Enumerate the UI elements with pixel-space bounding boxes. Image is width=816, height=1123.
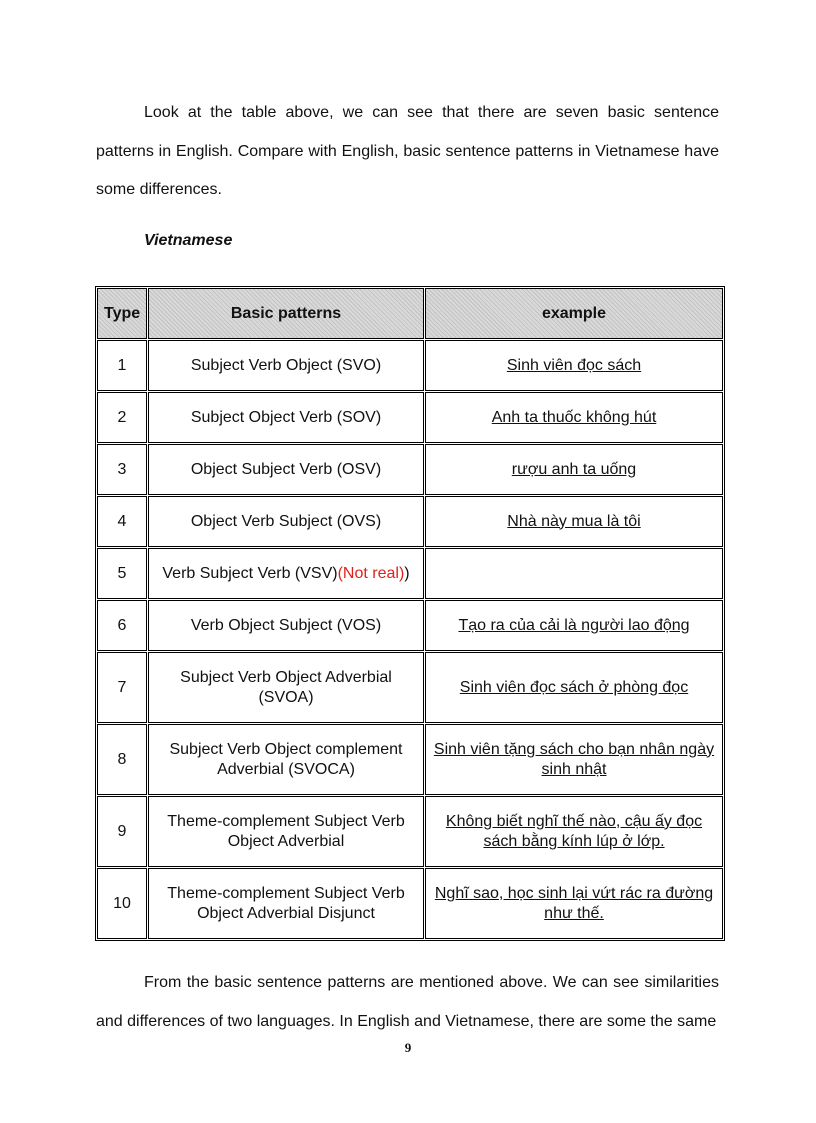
type-cell: 3 <box>97 444 147 495</box>
type-cell: 6 <box>97 600 147 651</box>
table-row <box>97 392 723 443</box>
pattern-cell: Subject Verb Object complement Adverbial (SVOCA) <box>148 724 424 795</box>
header-example: example <box>425 288 723 339</box>
type-cell: 7 <box>97 652 147 723</box>
table-row <box>97 652 723 723</box>
header-type: Type <box>97 288 147 339</box>
conclusion-paragraph: From the basic sentence patterns are mentioned above. We can see similarities and differences of two languages. In English and Vietnamese, there are some the same <box>96 974 719 1030</box>
type-cell: 4 <box>97 496 147 547</box>
page-number: 9 <box>404 1040 412 1055</box>
example-cell: rượu anh ta uống <box>425 444 723 495</box>
pattern-cell: Verb Object Subject (VOS) <box>148 600 424 651</box>
pattern-cell: Object Subject Verb (OSV) <box>148 444 424 495</box>
table-row <box>97 496 723 547</box>
table-row <box>97 600 723 651</box>
example-cell: Sinh viên đọc sách ở phòng đọc <box>425 652 723 723</box>
example-cell: Nhà này mua là tôi <box>425 496 723 547</box>
example-cell: Không biết nghĩ thế nào, cậu ấy đọc sách bằng kính lúp ở lớp. <box>425 796 723 867</box>
header-basic-patterns: Basic patterns <box>148 288 424 339</box>
pattern-cell: Theme-complement Subject Verb Object Adverbial <box>148 796 424 867</box>
pattern-cell: Subject Verb Object Adverbial (SVOA) <box>148 652 424 723</box>
type-cell: 2 <box>97 392 147 443</box>
type-cell: 1 <box>97 340 147 391</box>
example-cell: Sinh viên đọc sách <box>425 340 723 391</box>
table-row <box>97 340 723 391</box>
type-cell: 8 <box>97 724 147 795</box>
example-cell: Tạo ra của cải là người lao động <box>425 600 723 651</box>
example-cell: Nghĩ sao, học sinh lại vứt rác ra đường như thế. <box>425 868 723 939</box>
vietnamese-patterns-table <box>95 286 725 941</box>
example-cell: Sinh viên tặng sách cho bạn nhân ngày sinh nhật <box>425 724 723 795</box>
patterns-table-wrapper <box>95 286 722 941</box>
pattern-close: ) <box>404 564 410 582</box>
section-subheading: Vietnamese <box>144 232 233 249</box>
type-cell: 5 <box>97 548 147 599</box>
table-row <box>97 444 723 495</box>
table-row <box>97 868 723 939</box>
type-cell: 10 <box>97 868 147 939</box>
table-row <box>97 796 723 867</box>
pattern-cell <box>148 548 424 599</box>
not-real-note: (Not real) <box>337 564 405 582</box>
table-row <box>97 724 723 795</box>
pattern-cell: Object Verb Subject (OVS) <box>148 496 424 547</box>
example-cell <box>425 548 723 599</box>
pattern-text: Verb Subject Verb (VSV) <box>162 564 338 582</box>
pattern-cell: Theme-complement Subject Verb Object Adverbial Disjunct <box>148 868 424 939</box>
table-header-row <box>97 288 723 339</box>
type-cell: 9 <box>97 796 147 867</box>
table-row <box>97 548 723 599</box>
example-cell: Anh ta thuốc không hút <box>425 392 723 443</box>
intro-paragraph: Look at the table above, we can see that there are seven basic sentence patterns in English. Compare with English, basic sentence patterns in Vietnamese have some differences. <box>96 104 719 198</box>
pattern-cell: Subject Verb Object (SVO) <box>148 340 424 391</box>
pattern-cell: Subject Object Verb (SOV) <box>148 392 424 443</box>
